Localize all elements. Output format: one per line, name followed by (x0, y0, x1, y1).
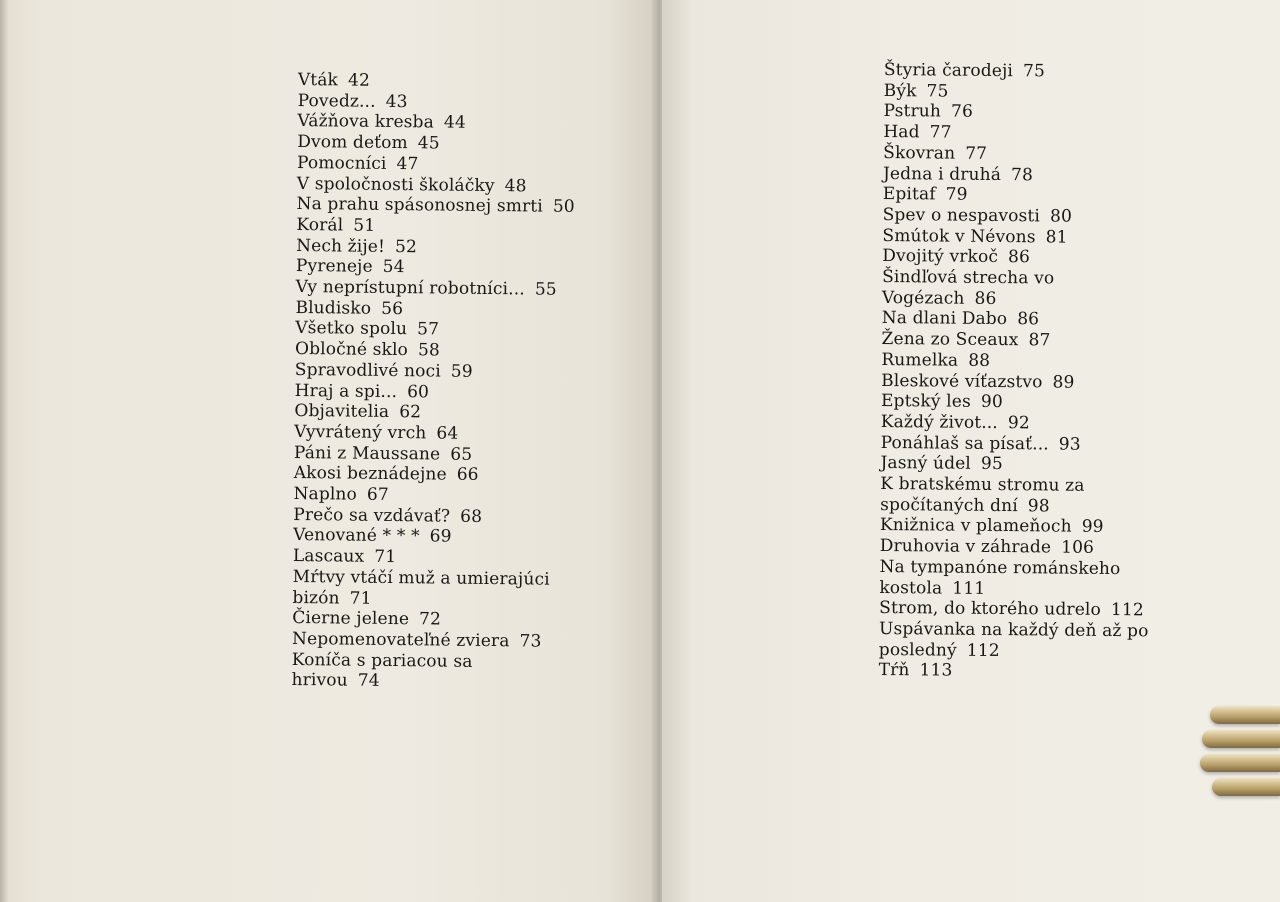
toc-entry (880, 536, 1220, 560)
toc-entry (291, 670, 621, 694)
page-edge (0, 0, 8, 902)
toc-entry-page: 67 (366, 484, 390, 506)
toc-entry (883, 101, 1223, 125)
toc-entry-title: Spev o nespavosti (882, 204, 1041, 227)
toc-entry (880, 453, 1220, 477)
toc-entry-title: Čierne jelene (292, 608, 410, 630)
toc-entry-page: 81 (1045, 227, 1068, 248)
toc-entry-page: 68 (460, 506, 483, 527)
toc-entry (881, 433, 1221, 457)
toc-entry-page: 59 (450, 361, 473, 382)
toc-entry (879, 598, 1219, 622)
left-toc-list (291, 70, 627, 695)
toc-entry (881, 412, 1221, 436)
toc-entry-title: Býk (883, 80, 917, 101)
toc-entry-title: Eptský les (880, 391, 971, 413)
toc-entry-title: Žena zo Sceaux (881, 329, 1019, 351)
toc-entry-title: Smútok v Névons (882, 225, 1036, 247)
toc-entry-page: 54 (382, 257, 405, 278)
toc-entry-page: 42 (347, 70, 371, 91)
toc-entry-title: Had (883, 122, 920, 143)
toc-entry-title: Šindľová strecha vo (882, 267, 1055, 289)
toc-entry (879, 640, 1219, 664)
toc-entry-page: 79 (945, 184, 968, 205)
finger (1202, 730, 1280, 748)
toc-entry-page: 69 (429, 526, 452, 548)
toc-entry-title: kostola (879, 577, 943, 599)
toc-entry-title: Nepomenovateľné zviera (291, 628, 510, 652)
toc-entry-title: Tŕň (878, 660, 910, 681)
toc-entry-page: 98 (1027, 496, 1050, 517)
toc-entry-title: spočítaných dní (880, 494, 1018, 516)
toc-entry-title: Akosi beznádejne (293, 463, 447, 485)
toc-entry-page: 106 (1061, 537, 1095, 559)
toc-entry-title: Nech žije! (296, 235, 386, 257)
toc-entry-page: 99 (1081, 517, 1104, 538)
toc-entry-title: Knižnica v plameňoch (879, 515, 1072, 538)
toc-entry-page: 75 (1022, 61, 1046, 82)
toc-entry (879, 619, 1219, 643)
toc-entry-page: 113 (919, 660, 953, 682)
toc-entry (881, 371, 1221, 395)
toc-entry-title: Vták (297, 70, 339, 91)
toc-entry (880, 474, 1220, 498)
toc-entry (879, 557, 1219, 581)
toc-entry-title: Korál (296, 214, 344, 236)
toc-entry-title: Páni z Maussane (293, 442, 441, 465)
right-toc-list (879, 60, 1224, 684)
toc-entry-title: Rumelka (881, 349, 959, 371)
finger (1210, 706, 1280, 724)
toc-entry-title: Objavitelia (294, 401, 390, 423)
toc-entry-title: Spravodlivé noci (294, 359, 441, 382)
toc-entry-page: 86 (1007, 247, 1031, 268)
toc-entry-page: 78 (1010, 164, 1034, 185)
right-page (662, 0, 1280, 902)
toc-entry-page: 62 (399, 402, 422, 423)
toc-entry (297, 153, 627, 177)
toc-entry (883, 184, 1223, 208)
toc-entry-title: Každý život... (880, 411, 998, 433)
toc-entry-page: 45 (417, 133, 440, 154)
toc-entry-page: 89 (1052, 372, 1075, 393)
toc-entry-page: 51 (353, 215, 376, 236)
toc-entry-page: 58 (417, 340, 441, 361)
toc-entry-title: Koníča s pariacou sa (291, 649, 473, 672)
toc-entry (294, 422, 624, 446)
toc-entry-title: Mŕtvy vtáčí muž a umierajúci (292, 566, 550, 590)
toc-entry-title: Hraj a spi... (294, 380, 398, 402)
toc-entry-page: 71 (374, 546, 397, 568)
toc-entry-title: Obločné sklo (294, 339, 409, 361)
toc-entry-title: Ponáhlaš sa písať... (880, 432, 1049, 455)
toc-entry-page: 88 (968, 350, 991, 371)
toc-entry-title: Bludisko (295, 297, 372, 319)
toc-entry (880, 495, 1220, 519)
toc-entry (293, 567, 623, 591)
toc-entry-title: posledný (878, 639, 957, 661)
toc-entry-title: Dvom deťom (297, 132, 408, 154)
toc-entry (879, 578, 1219, 602)
toc-entry-page: 86 (974, 288, 997, 309)
toc-entry-page: 75 (926, 81, 949, 102)
toc-entry (883, 164, 1223, 188)
toc-entry (884, 81, 1224, 105)
toc-entry-page: 111 (952, 578, 986, 599)
toc-entry-title: Pstruh (883, 101, 942, 122)
toc-entry-title: Všetko spolu (295, 318, 408, 340)
toc-entry-title: Pomocníci (296, 152, 387, 174)
toc-entry-title: Uspávanka na každý deň až po (878, 618, 1149, 642)
toc-entry (880, 515, 1220, 539)
toc-entry-page: 86 (1017, 309, 1040, 330)
toc-entry-title: Dvojitý vrkoč (882, 246, 999, 268)
toc-entry-page: 60 (407, 381, 430, 402)
toc-entry (883, 143, 1223, 167)
toc-entry-page: 66 (456, 465, 479, 486)
toc-entry-page: 55 (534, 279, 557, 300)
toc-entry-page: 112 (1110, 600, 1144, 621)
toc-entry-title: Štyria čarodeji (883, 60, 1014, 82)
toc-entry (882, 288, 1222, 312)
toc-entry (882, 226, 1222, 250)
toc-entry-title: Vy neprístupní robotníci... (295, 277, 525, 300)
toc-entry-page: 90 (980, 392, 1003, 413)
finger (1200, 754, 1280, 772)
toc-entry-title: Škovran (883, 142, 956, 164)
toc-entry-page: 71 (349, 588, 372, 609)
toc-entry-page: 48 (504, 175, 527, 196)
toc-entry-title: Na prahu spásonosnej smrti (296, 194, 543, 217)
toc-entry-title: K bratskému stromu za (880, 474, 1085, 496)
toc-entry-title: Vogézach (881, 287, 965, 309)
toc-entry-title: Prečo sa vzdávať? (293, 504, 451, 527)
toc-entry-page: 112 (966, 640, 1000, 661)
toc-entry (884, 60, 1224, 84)
toc-entry-page: 65 (450, 444, 473, 465)
toc-entry-page: 92 (1007, 413, 1030, 434)
toc-entry-title: Venované * * * (293, 525, 420, 547)
toc-entry-page: 93 (1058, 434, 1081, 455)
toc-entry-title: bizón (292, 587, 340, 609)
toc-entry-title: Naplno (293, 484, 358, 505)
toc-entry-title: Vážňova kresba (297, 111, 435, 133)
toc-entry-page: 76 (950, 101, 974, 123)
toc-entry-title: Jedna i druhá (882, 163, 1002, 185)
toc-entry-title: hrivou (291, 670, 348, 691)
toc-entry-page: 73 (519, 631, 542, 652)
toc-entry-title: Epitaf (882, 184, 936, 205)
toc-entry-page: 95 (980, 454, 1003, 475)
toc-entry-title: Na dlani Dabo (881, 308, 1008, 330)
toc-entry-page: 44 (443, 112, 466, 134)
toc-entry-page: 74 (357, 671, 380, 692)
toc-entry-title: Druhovia v záhrade (879, 536, 1052, 558)
toc-entry-page: 50 (552, 196, 575, 218)
toc-entry-page: 80 (1049, 206, 1073, 227)
toc-entry-page: 57 (417, 319, 440, 340)
toc-entry (883, 122, 1223, 146)
toc-entry-page: 64 (436, 423, 459, 444)
toc-entry-title: Jasný údel (880, 453, 972, 475)
toc-entry (881, 350, 1221, 374)
toc-entry-title: Bleskové víťazstvo (881, 370, 1043, 392)
toc-entry-title: Na tympanóne románskeho (879, 556, 1121, 579)
toc-entry-title: Strom, do ktorého udrelo (879, 598, 1102, 621)
toc-entry-page: 47 (396, 153, 419, 175)
toc-entry-title: Povedz... (297, 90, 376, 112)
toc-entry-page: 87 (1028, 330, 1051, 351)
toc-entry-page: 77 (929, 122, 952, 143)
toc-entry-title: V spoločnosti školáčky (296, 173, 495, 196)
toc-entry-title: Lascaux (292, 546, 365, 567)
toc-entry-page: 43 (385, 91, 408, 112)
toc-entry-page: 77 (965, 143, 988, 164)
toc-entry-page: 52 (394, 236, 418, 257)
toc-entry (881, 391, 1221, 415)
toc-entry (883, 205, 1223, 229)
toc-entry (879, 660, 1219, 684)
toc-entry-title: Pyreneje (295, 256, 373, 278)
toc-entry-page: 56 (381, 298, 404, 319)
toc-entry (296, 215, 626, 239)
finger (1212, 778, 1280, 796)
toc-entry (295, 360, 625, 384)
toc-entry-title: Vyvrátený vrch (294, 421, 427, 444)
toc-entry (882, 267, 1222, 291)
toc-entry (881, 329, 1221, 353)
toc-entry-page: 72 (418, 609, 442, 630)
